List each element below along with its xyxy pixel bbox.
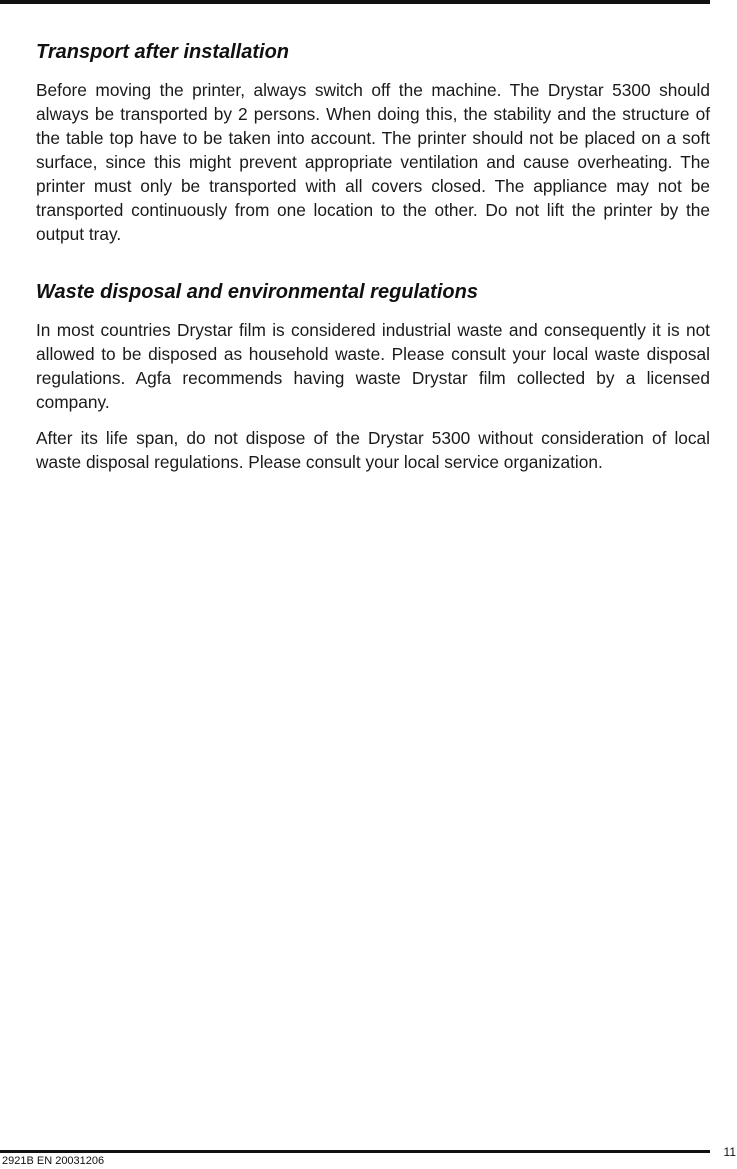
transport-paragraph: Before moving the printer, always switch off the machine. The Drystar 5300 should always be transported by 2 persons. When doing this, the stability and the structure of the table top have to be taken into account. The printer should not be placed on a soft surface, since this might prevent appropriate ventilation and cause overheating. The printer must only be transported with all covers closed. The appliance may not be transported continuously from one location to the other. Do not lift the printer by the output tray. (36, 80, 710, 244)
waste-paragraph-1: In most countries Drystar film is considered industrial waste and consequently it is not allowed to be disposed as household waste. Please consult your local waste disposal regulations. Agfa recommends having waste Drystar film collected by a licensed company. (36, 320, 710, 412)
section-heading-waste-disposal: Waste disposal and environmental regulations (36, 281, 478, 303)
page-number: 11 (723, 1145, 736, 1159)
section-heading-transport: Transport after installation (36, 41, 290, 63)
document-id: 2921B EN 20031206 (2, 1155, 105, 1167)
footer-rule (0, 1150, 710, 1153)
page-content (36, 38, 710, 486)
waste-paragraph-2: After its life span, do not dispose of the Drystar 5300 without consideration of local waste disposal regulations. Please consult your local service organization. (36, 428, 710, 472)
header-rule (0, 0, 710, 4)
